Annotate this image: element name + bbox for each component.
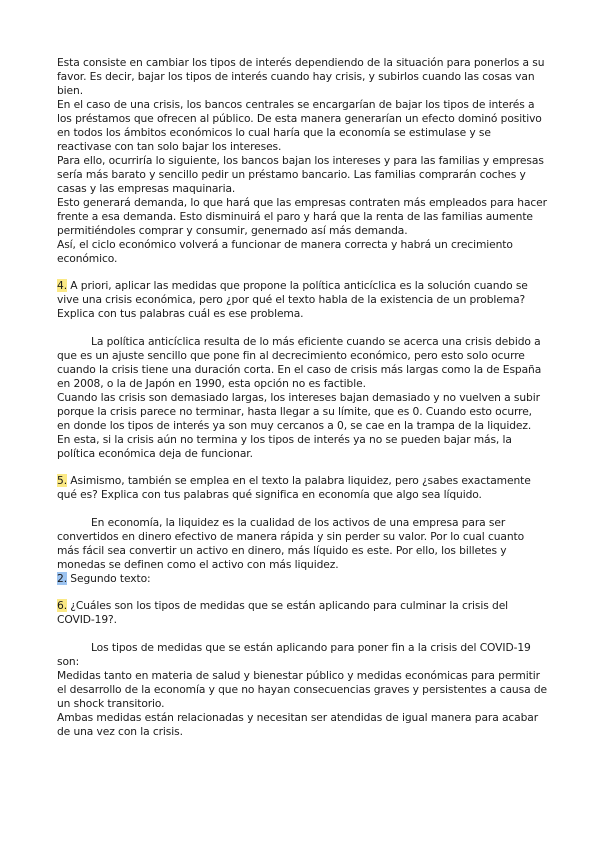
answer-paragraph: Los tipos de medidas que se están aplicando para poner fin a la crisis del COVID-19 son: [57, 641, 531, 668]
paragraph: Esta consiste en cambiar los tipos de interés dependiendo de la situación para ponerlos a su favor. Es decir, bajar los tipos de interés cuando hay crisis, y subirlos cuando las cosas van bien. [57, 56, 545, 97]
spacer [57, 627, 547, 641]
section-number: 2. [57, 572, 67, 585]
spacer [57, 502, 547, 516]
question-text: A priori, aplicar las medidas que propone la política anticíclica es la solución cuando se vive una crisis económica, pero ¿por qué el texto habla de la existencia de un problema? Explica con tus palabras cuál es ese problema. [57, 279, 528, 320]
spacer [57, 266, 547, 279]
answer-paragraph: Ambas medidas están relacionadas y necesitan ser atendidas de igual manera para acabar de una vez con la crisis. [57, 711, 539, 738]
answer-paragraph: Medidas tanto en materia de salud y bienestar público y medidas económicas para permitir el desarrollo de la economía y que no hayan consecuencias graves y persistentes a causa de un shock transitorio. [57, 669, 547, 710]
paragraph: Esto generará demanda, lo que hará que las empresas contraten más empleados para hacer frente a esa demanda. Esto disminuirá el paro y hará que la renta de las familias aumente permitiéndoles comprar y consumir, genernado así más demanda. [57, 196, 547, 237]
answer-paragraph: En economía, la liquidez es la cualidad de los activos de una empresa para ser convertidos en dinero efectivo de manera rápida y sin perder su valor. Por lo cual cuanto más fácil sea convertir un activo en dinero, más líquido es este. Por ello, los billetes y monedas se definen como el activo con más liquidez. [57, 516, 525, 571]
document-page [57, 56, 547, 739]
question-text: Asimismo, también se emplea en el texto la palabra liquidez, pero ¿sabes exactamente qué es? Explica con tus palabras qué significa en economía que algo sea líquido. [57, 474, 531, 501]
question-5 [57, 474, 547, 502]
section-heading [57, 572, 547, 586]
question-text: ¿Cuáles son los tipos de medidas que se están aplicando para culminar la crisis del COVID-19?. [57, 599, 509, 626]
spacer [57, 461, 547, 474]
question-number: 6. [57, 599, 67, 612]
answer-paragraph: La política anticíclica resulta de lo más eficiente cuando se acerca una crisis debido a que es un ajuste sencillo que pone fin al decrecimiento económico, pero esto solo ocurre cuando la crisis tiene una duración corta. En el caso de crisis más largas como la de España en 2008, o la de Japón en 1990, esta opción no es factible. [57, 335, 542, 390]
paragraph: Para ello, ocurriría lo siguiente, los bancos bajan los intereses y para las familias y empresas sería más barato y sencillo pedir un préstamo bancario. Las familias comprarán coches y casas y las empresas maquinaria. [57, 154, 544, 195]
question-4 [57, 279, 547, 321]
paragraph: En el caso de una crisis, los bancos centrales se encargarían de bajar los tipos de interés a los préstamos que ofrecen al público. De esta manera generarían un efecto dominó positivo en todos los ámbitos económicos lo cual haría que la economía se estimulase y se reactivase con tan solo bajar los intereses. [57, 98, 542, 153]
paragraph: Así, el ciclo económico volverá a funcionar de manera correcta y habrá un crecimiento económico. [57, 238, 513, 265]
question-number: 4. [57, 279, 67, 292]
section-label: Segundo texto: [67, 572, 151, 585]
spacer [57, 321, 547, 335]
question-number: 5. [57, 474, 67, 487]
answer-paragraph: En esta, si la crisis aún no termina y los tipos de interés ya no se pueden bajar más, la política económica deja de funcionar. [57, 433, 512, 460]
spacer [57, 586, 547, 599]
question-6 [57, 599, 547, 627]
answer-paragraph: Cuando las crisis son demasiado largas, los intereses bajan demasiado y no vuelven a subir porque la crisis parece no terminar, hasta llegar a su límite, que es 0. Cuando esto ocurre, en donde los tipos de interés ya son muy cercanos a 0, se cae en la trampa de la liquidez. [57, 391, 540, 432]
